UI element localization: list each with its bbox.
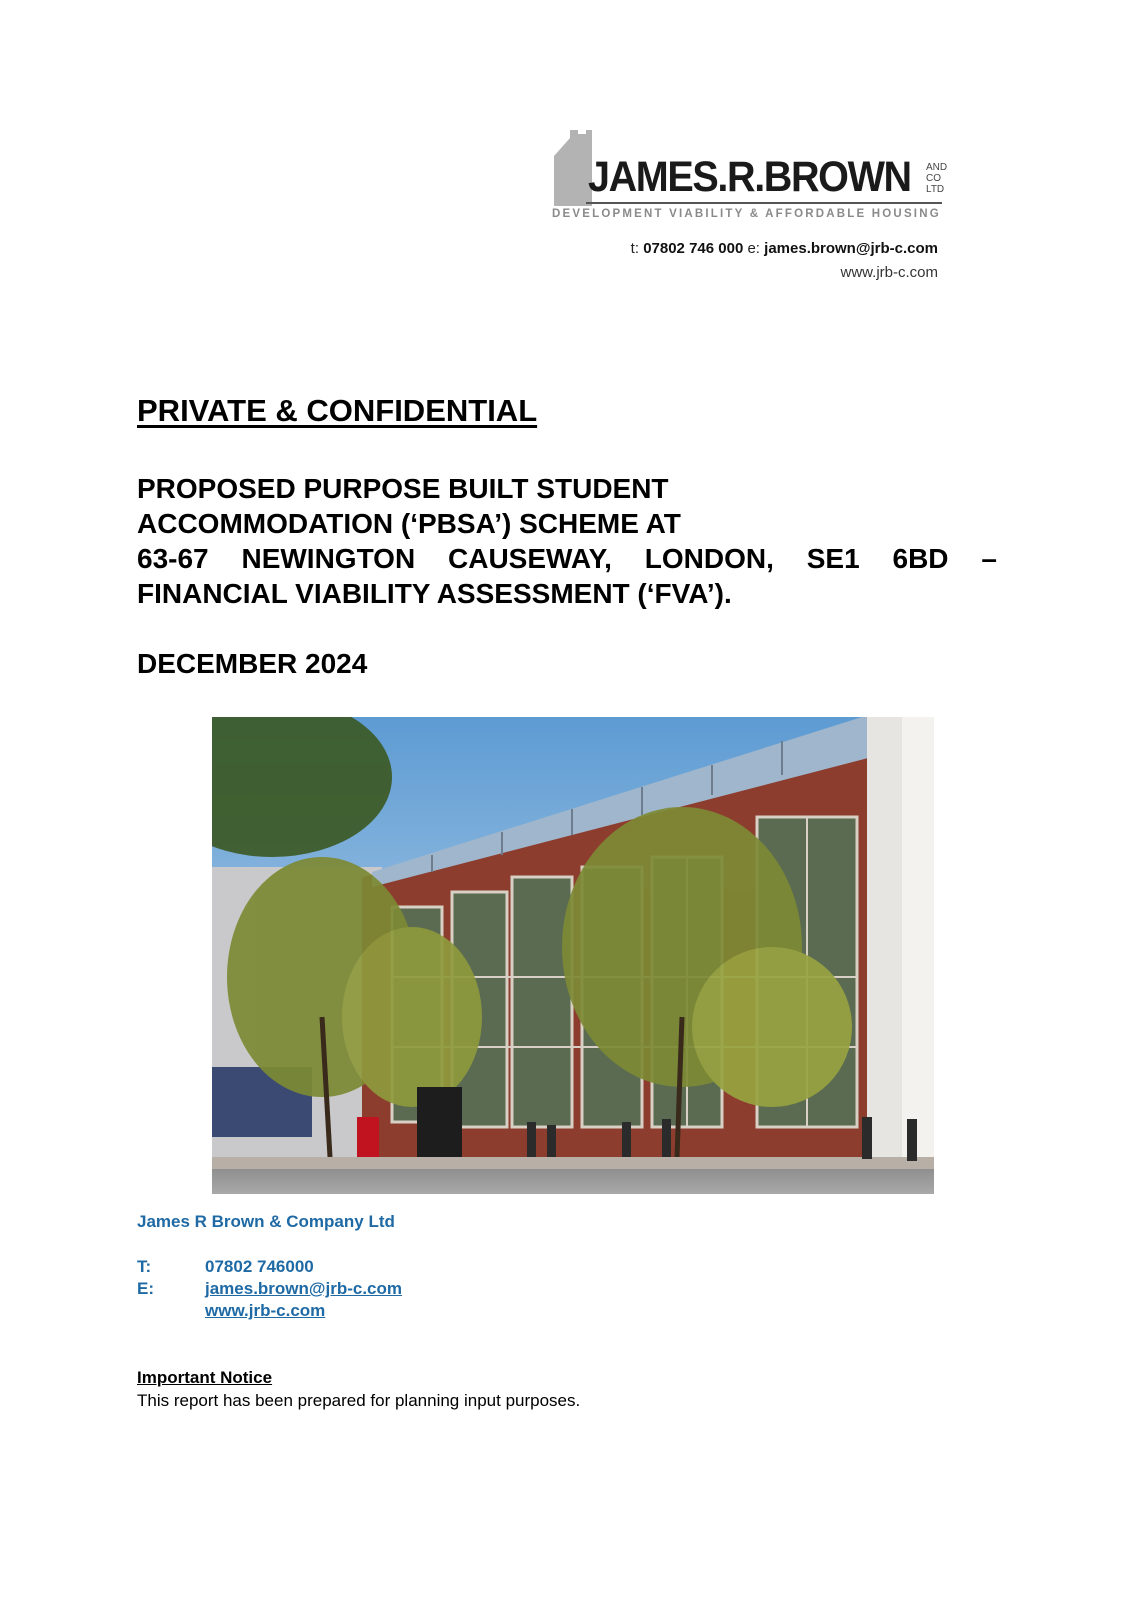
logo-contact: t: 07802 746 000 e: james.brown@jrb-c.com: [630, 240, 938, 257]
logo-suffix: AND CO LTD: [926, 162, 948, 195]
phone-label: T:: [137, 1257, 152, 1276]
house-icon: [552, 128, 592, 208]
website-link[interactable]: www.jrb-c.com: [205, 1301, 326, 1320]
title-line: PROPOSED PURPOSE BUILT STUDENT: [137, 473, 669, 504]
logo-divider: [586, 202, 942, 204]
logo-phone: 07802 746 000: [643, 240, 744, 257]
company-logo: [552, 124, 972, 294]
report-title: [137, 471, 997, 611]
notice-text: This report has been prepared for planning input purposes.: [137, 1391, 581, 1410]
email-link[interactable]: james.brown@jrb-c.com: [205, 1279, 403, 1298]
title-line: FINANCIAL VIABILITY ASSESSMENT (‘FVA’).: [137, 578, 732, 609]
phone-number: 07802 746000: [205, 1257, 314, 1276]
logo-wordmark: JAMES.R.BROWN: [588, 153, 911, 201]
email-label: E:: [137, 1279, 154, 1298]
report-date: DECEMBER 2024: [137, 648, 368, 679]
logo-email: james.brown@jrb-c.com: [764, 240, 938, 257]
confidential-heading: PRIVATE & CONFIDENTIAL: [137, 393, 538, 428]
building-photo: [212, 717, 934, 1194]
contact-details: [137, 1256, 402, 1322]
company-name: James R Brown & Company Ltd: [137, 1212, 395, 1231]
logo-website: www.jrb-c.com: [840, 264, 938, 281]
notice-heading: Important Notice: [137, 1368, 273, 1387]
title-line-justified: 63-67 NEWINGTON CAUSEWAY, LONDON, SE1 6BD –: [137, 543, 997, 574]
title-line: ACCOMMODATION (‘PBSA’) SCHEME AT: [137, 508, 681, 539]
logo-tagline: DEVELOPMENT VIABILITY & AFFORDABLE HOUSING: [552, 208, 941, 220]
